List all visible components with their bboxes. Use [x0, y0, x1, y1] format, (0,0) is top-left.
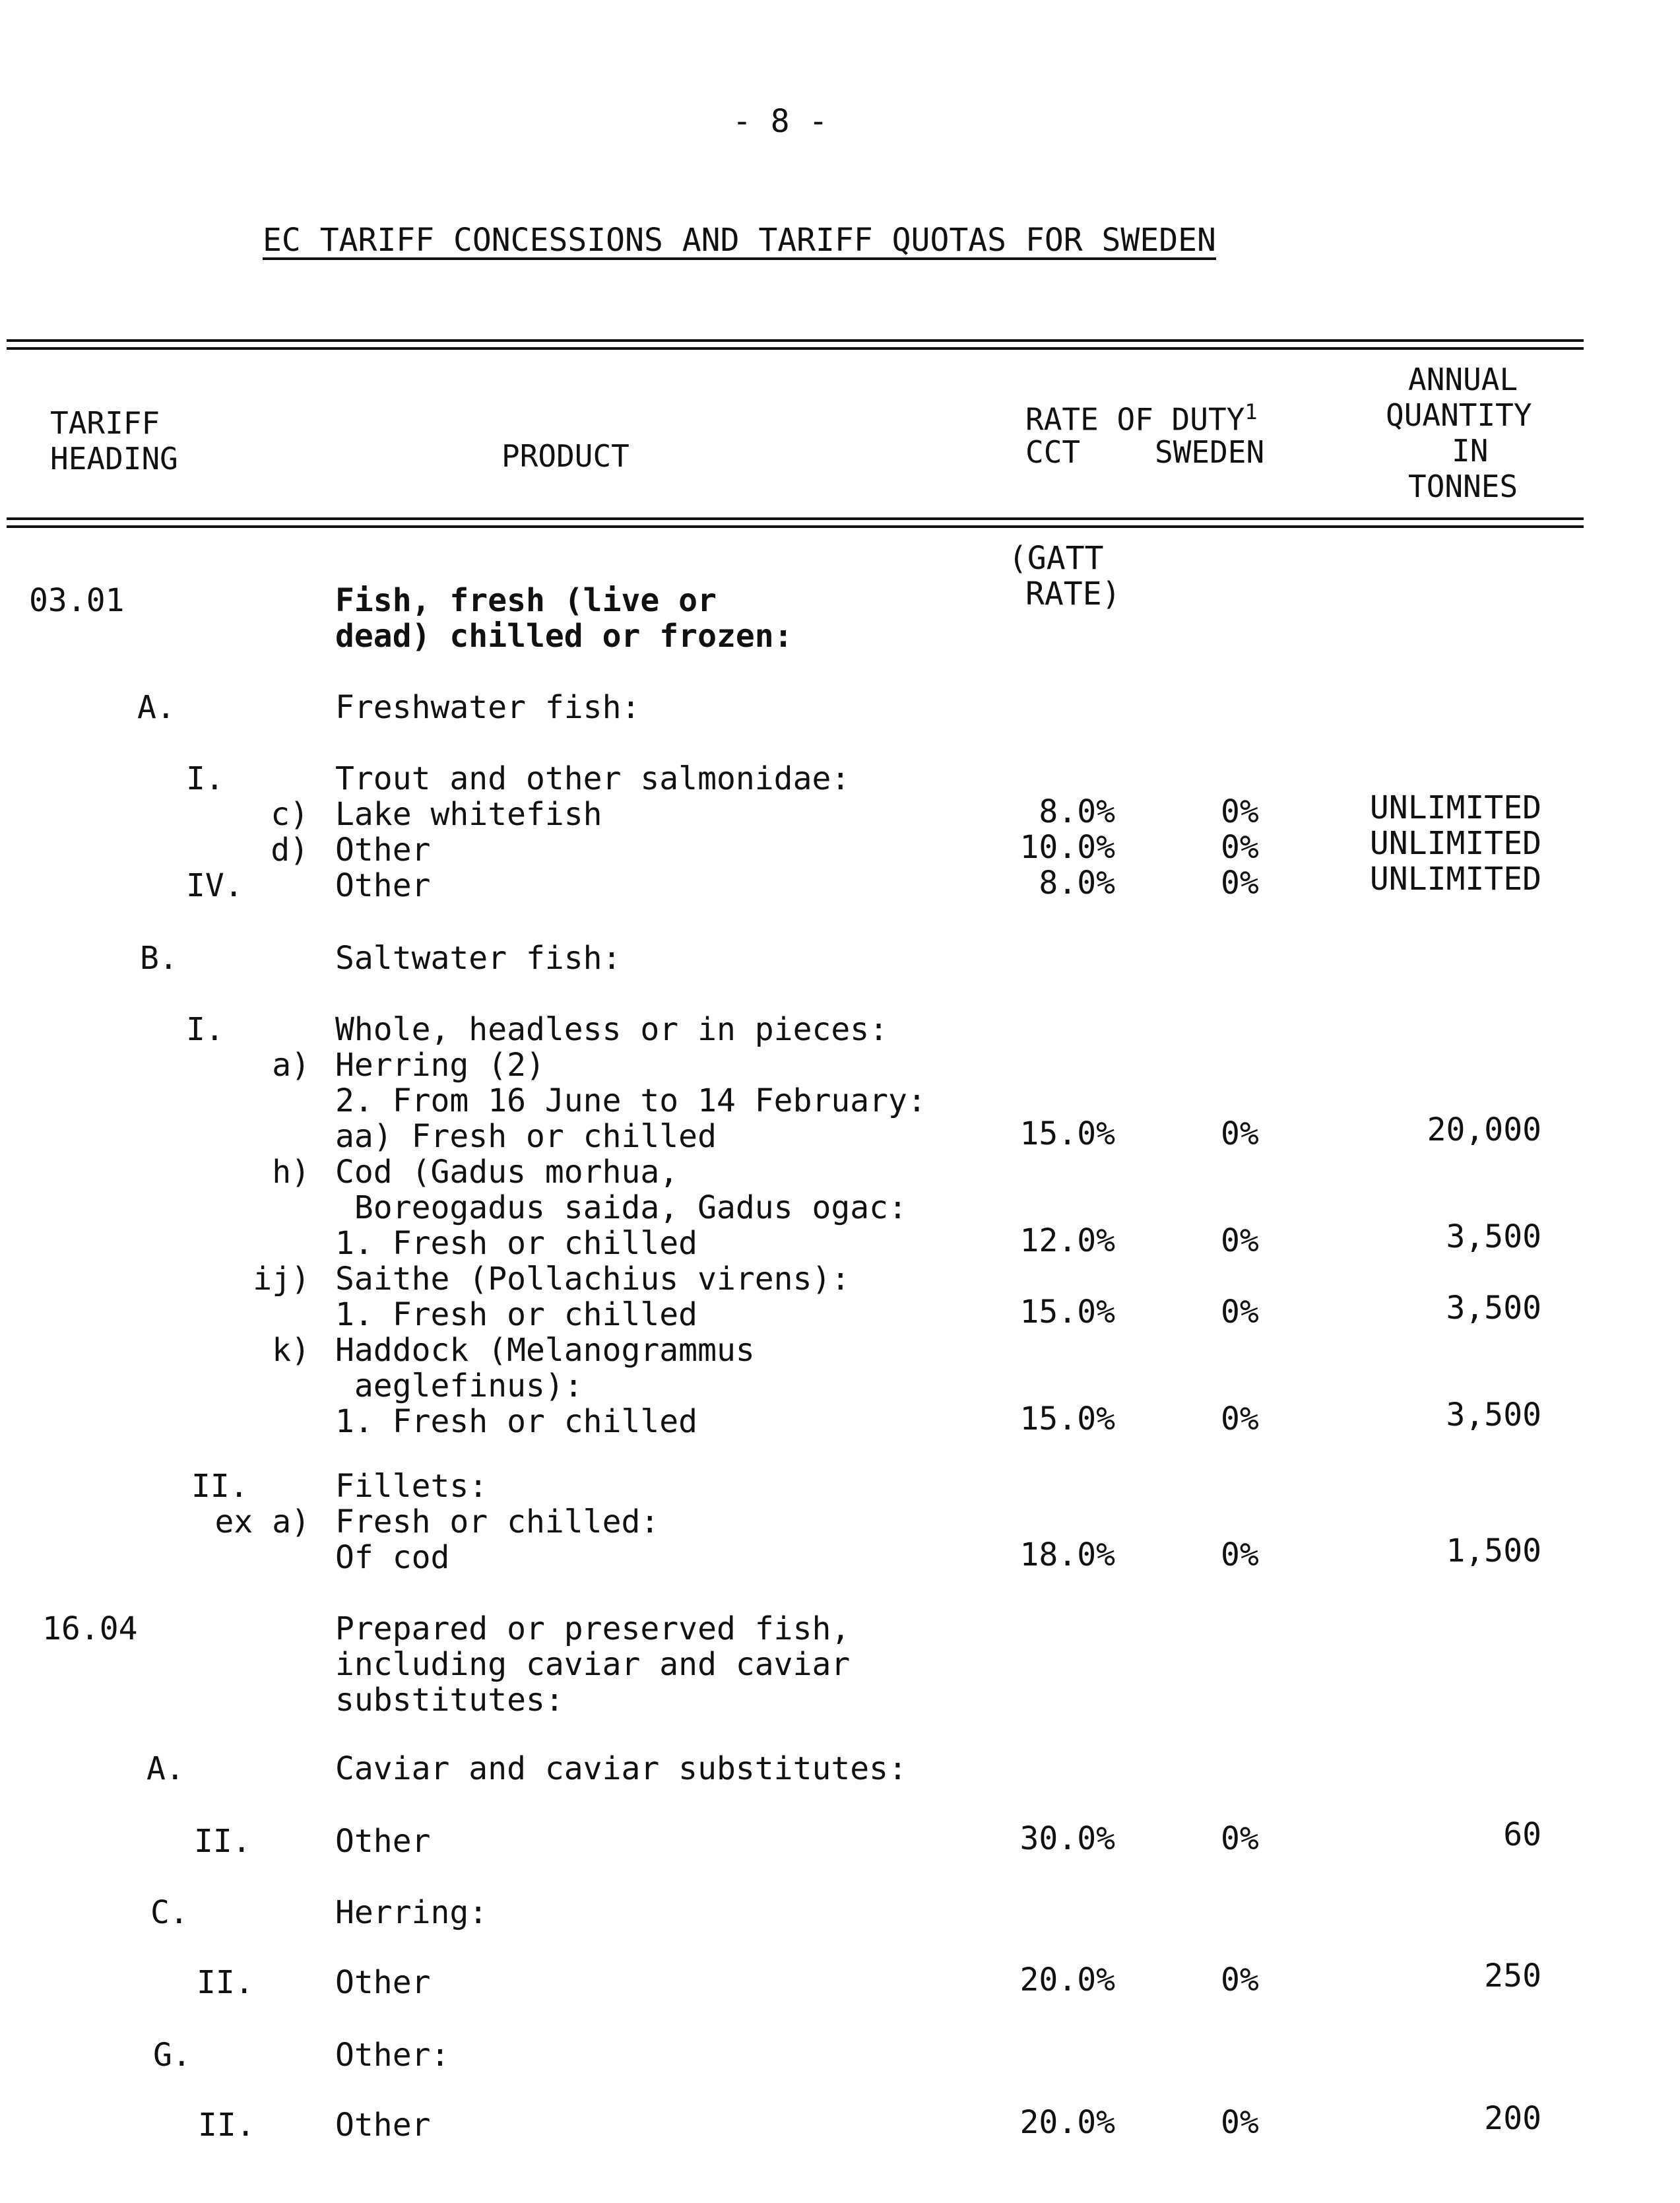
header-top-rule-1	[7, 339, 1584, 342]
row-product-line: Fresh or chilled:	[335, 1503, 660, 1540]
row-sweden-rate: 0%	[1221, 865, 1259, 902]
row-quantity: 20,000	[1427, 1111, 1541, 1148]
row-quantity: UNLIMITED	[1369, 825, 1541, 862]
row-heading: II.	[194, 1823, 251, 1860]
row-heading: ij)	[253, 1261, 310, 1298]
row-product-line: Herring (2)	[335, 1047, 545, 1084]
row-cct-rate: 30.0%	[1019, 1820, 1115, 1857]
header-tariff-line-2: HEADING	[50, 441, 178, 477]
row-cct-rate: 20.0%	[1019, 1961, 1115, 1998]
row-sweden-rate: 0%	[1221, 2104, 1259, 2141]
row-heading: k)	[272, 1332, 310, 1369]
row-heading: 03.01	[29, 582, 125, 619]
row-quantity: UNLIMITED	[1369, 861, 1541, 898]
row-sweden-rate: 0%	[1221, 829, 1259, 866]
row-product-line: Boreogadus saida, Gadus ogac:	[335, 1189, 907, 1226]
row-product-line: Other	[335, 832, 431, 869]
header-rate-footnote: 1	[1244, 399, 1258, 424]
document-title: EC TARIFF CONCESSIONS AND TARIFF QUOTAS FOR SWEDEN	[263, 222, 1216, 259]
row-product-line: Whole, headless or in pieces:	[335, 1011, 889, 1048]
row-sweden-rate: 0%	[1221, 1294, 1259, 1331]
row-product-line: Other	[335, 867, 431, 904]
row-product-line: aa) Fresh or chilled	[335, 1118, 717, 1155]
row-product-line: Fillets:	[335, 1468, 488, 1505]
row-product-line: substitutes:	[335, 1682, 564, 1719]
row-cct-rate: 20.0%	[1019, 2104, 1115, 2141]
header-quantity-line-3: IN	[1452, 433, 1489, 469]
gatt-rate-note-line-2: RATE)	[1025, 575, 1121, 612]
header-tariff-line-1: TARIFF	[50, 405, 160, 441]
header-bottom-rule-1	[7, 517, 1584, 520]
row-quantity: 60	[1503, 1816, 1541, 1853]
row-cct-rate: 15.0%	[1019, 1400, 1115, 1437]
row-product-line: Lake whitefish	[335, 796, 602, 833]
row-heading: II.	[198, 2107, 255, 2144]
row-product-line: dead) chilled or frozen:	[335, 618, 793, 655]
header-rate-of-duty	[1025, 399, 1258, 438]
row-quantity: 3,500	[1446, 1290, 1541, 1327]
row-product-line: Prepared or preserved fish,	[335, 1610, 851, 1647]
row-quantity: 3,500	[1446, 1397, 1541, 1433]
row-heading: 16.04	[42, 1610, 138, 1647]
row-product-line: Other:	[335, 2037, 450, 2074]
row-product-line: 1. Fresh or chilled	[335, 1403, 698, 1440]
row-heading: I.	[186, 760, 224, 797]
row-sweden-rate: 0%	[1221, 1536, 1259, 1573]
row-product-line: Freshwater fish:	[335, 689, 641, 726]
row-product-line: Other	[335, 2107, 431, 2144]
row-heading: ex a)	[214, 1503, 310, 1540]
row-heading: IV.	[186, 867, 243, 904]
row-heading: C.	[150, 1894, 189, 1931]
row-heading: c)	[271, 796, 309, 833]
row-cct-rate: 8.0%	[1039, 865, 1115, 902]
row-heading: II.	[197, 1964, 254, 2001]
row-heading: A.	[146, 1750, 185, 1787]
header-top-rule-2	[7, 347, 1584, 350]
row-heading: h)	[272, 1154, 310, 1191]
row-sweden-rate: 0%	[1221, 1820, 1259, 1857]
header-rate-of-duty-label: RATE OF DUTY	[1025, 401, 1245, 438]
row-heading: a)	[272, 1047, 310, 1084]
page-number: - 8 -	[732, 103, 828, 140]
row-quantity: 200	[1484, 2100, 1541, 2137]
row-product-line: Of cod	[335, 1539, 450, 1576]
row-heading: G.	[153, 2037, 191, 2074]
header-bottom-rule-2	[7, 525, 1584, 528]
row-product-line: 1. Fresh or chilled	[335, 1225, 698, 1262]
header-sweden: SWEDEN	[1155, 434, 1265, 470]
row-cct-rate: 12.0%	[1019, 1222, 1115, 1259]
row-sweden-rate: 0%	[1221, 1222, 1259, 1259]
row-heading: d)	[271, 832, 309, 869]
row-product-line: Other	[335, 1964, 431, 2001]
row-quantity: 1,500	[1446, 1532, 1541, 1569]
row-heading: A.	[137, 689, 176, 726]
row-sweden-rate: 0%	[1221, 1961, 1259, 1998]
row-cct-rate: 10.0%	[1019, 829, 1115, 866]
header-cct: CCT	[1025, 434, 1081, 470]
row-product-line: 1. Fresh or chilled	[335, 1296, 698, 1333]
row-sweden-rate: 0%	[1221, 793, 1259, 830]
row-cct-rate: 15.0%	[1019, 1294, 1115, 1331]
header-quantity-line-2: QUANTITY	[1386, 397, 1532, 433]
row-product-line: including caviar and caviar	[335, 1646, 851, 1683]
gatt-rate-note-line-1: (GATT	[1008, 540, 1104, 577]
row-product-line: aeglefinus):	[335, 1367, 583, 1404]
header-product: PRODUCT	[501, 438, 630, 474]
row-product-line: Saithe (Pollachius virens):	[335, 1261, 851, 1298]
row-heading: II.	[191, 1468, 249, 1505]
row-quantity: 250	[1484, 1957, 1541, 1994]
row-heading: I.	[186, 1011, 224, 1048]
row-cct-rate: 15.0%	[1019, 1115, 1115, 1152]
row-product-line: Saltwater fish:	[335, 940, 622, 977]
row-product-line: Haddock (Melanogrammus	[335, 1332, 755, 1369]
header-quantity-line-1: ANNUAL	[1408, 362, 1518, 397]
row-cct-rate: 8.0%	[1039, 793, 1115, 830]
row-product-line: Fish, fresh (live or	[335, 582, 717, 619]
row-product-line: Trout and other salmonidae:	[335, 760, 851, 797]
row-sweden-rate: 0%	[1221, 1115, 1259, 1152]
row-quantity: 3,500	[1446, 1218, 1541, 1255]
row-heading: B.	[140, 940, 178, 977]
row-product-line: Herring:	[335, 1894, 488, 1931]
row-product-line: Caviar and caviar substitutes:	[335, 1750, 907, 1787]
row-cct-rate: 18.0%	[1019, 1536, 1115, 1573]
row-quantity: UNLIMITED	[1369, 789, 1541, 826]
row-product-line: Cod (Gadus morhua,	[335, 1154, 679, 1191]
header-quantity-line-4: TONNES	[1408, 469, 1518, 504]
row-sweden-rate: 0%	[1221, 1400, 1259, 1437]
row-product-line: Other	[335, 1823, 431, 1860]
row-product-line: 2. From 16 June to 14 February:	[335, 1082, 926, 1119]
